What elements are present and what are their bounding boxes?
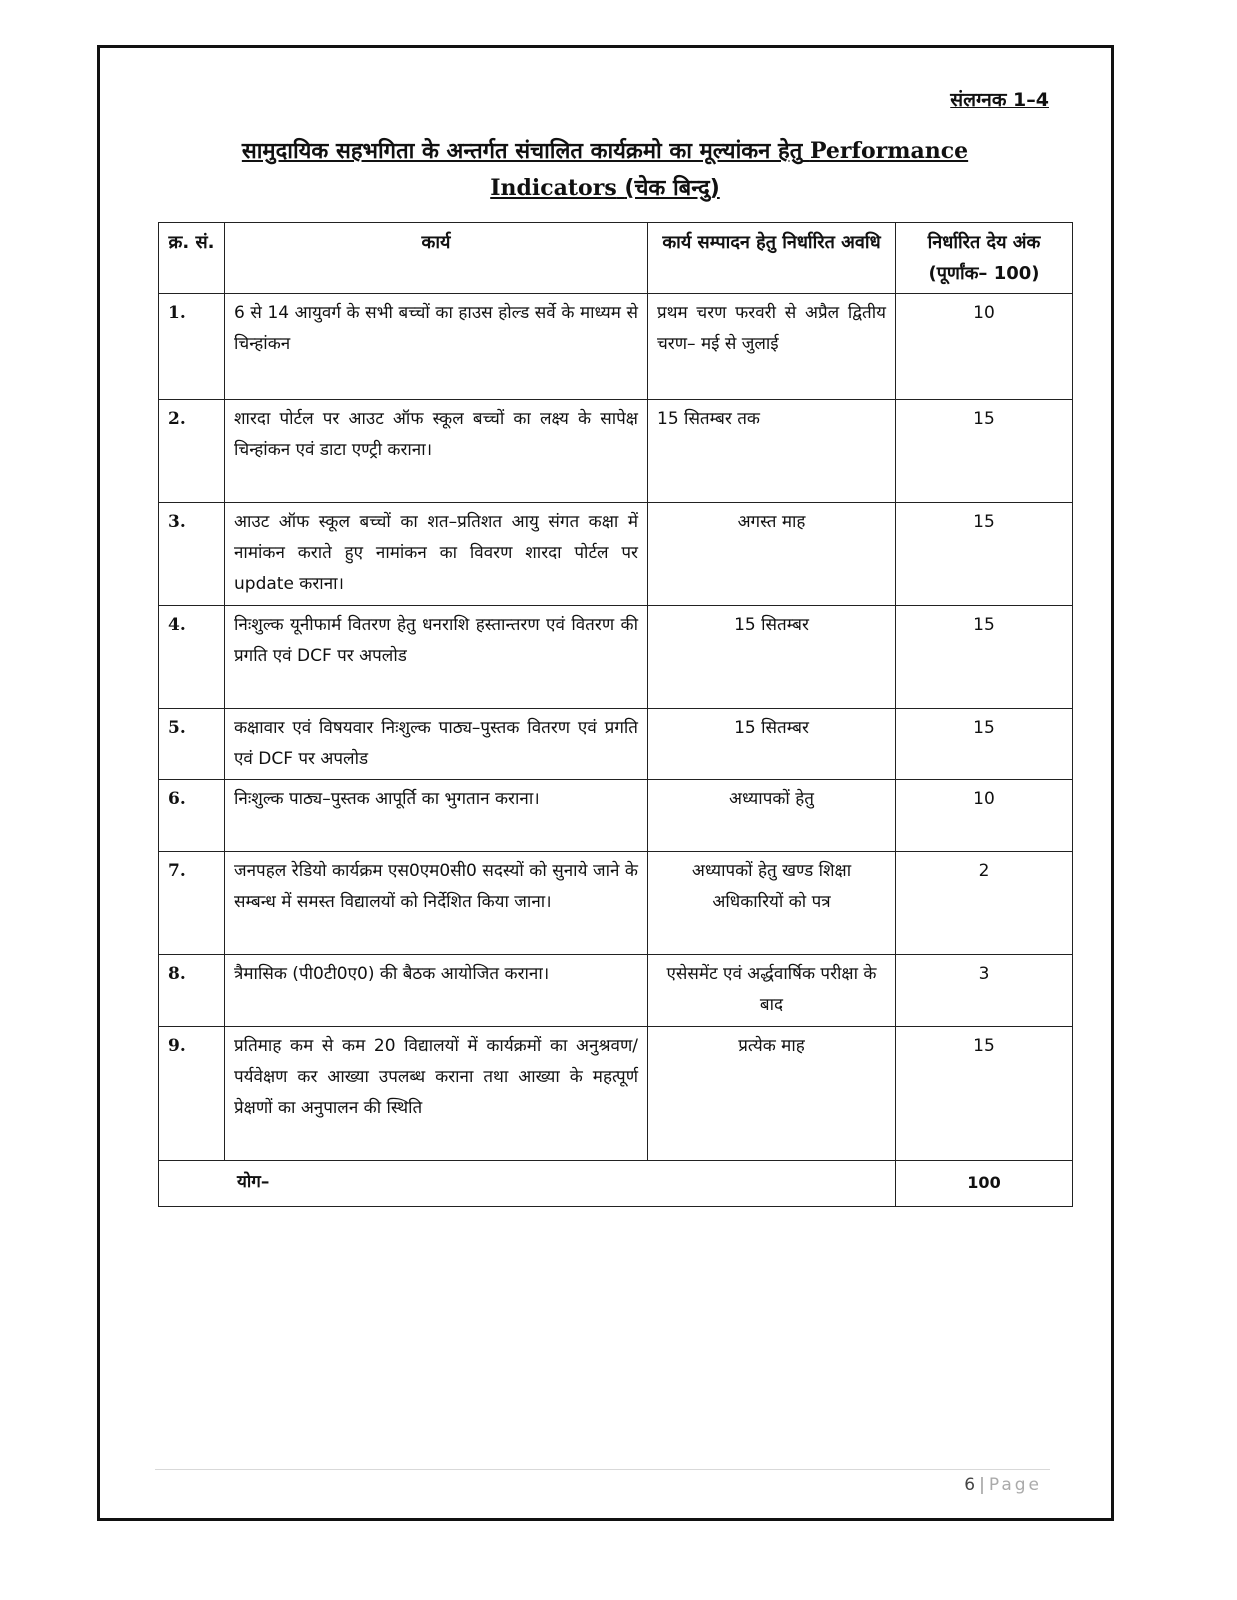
table-row [159, 606, 1073, 709]
row-marks: 15 [896, 1027, 1073, 1161]
table-header-row [159, 223, 1073, 294]
header-period: कार्य सम्पादन हेतु निर्धारित अवधि [648, 223, 896, 294]
table-row [159, 955, 1073, 1027]
page-number-value: 6 [964, 1475, 976, 1495]
row-period: प्रत्येक माह [648, 1027, 896, 1161]
total-label: योग– [159, 1161, 896, 1207]
table-row [159, 503, 1073, 606]
row-task: निःशुल्क यूनीफार्म वितरण हेतु धनराशि हस्तान्तरण एवं वितरण की प्रगति एवं DCF पर अपलोड [225, 606, 648, 709]
row-task: कक्षावार एवं विषयवार निःशुल्क पाठ्य–पुस्तक वितरण एवं प्रगति एवं DCF पर अपलोड [225, 709, 648, 780]
row-period: 15 सितम्बर तक [648, 400, 896, 503]
row-marks: 15 [896, 606, 1073, 709]
page-label: Page [988, 1475, 1042, 1495]
row-task: निःशुल्क पाठ्य–पुस्तक आपूर्ति का भुगतान कराना। [225, 780, 648, 852]
indicators-table [158, 222, 1073, 1207]
row-task: 6 से 14 आयुवर्ग के सभी बच्चों का हाउस होल्ड सर्वे के माध्यम से चिन्हांकन [225, 294, 648, 400]
row-sn: 2. [159, 400, 225, 503]
row-period: अध्यापकों हेतु [648, 780, 896, 852]
row-marks: 10 [896, 294, 1073, 400]
table-row [159, 780, 1073, 852]
table-row [159, 709, 1073, 780]
row-marks: 10 [896, 780, 1073, 852]
header-sn: क्र. सं. [159, 223, 225, 294]
row-task: प्रतिमाह कम से कम 20 विद्यालयों में कार्यक्रमों का अनुश्रवण/पर्यवेक्षण कर आख्या उपलब्ध कराना तथा आख्या के महत्पूर्ण प्रेक्षणों का अनुपालन की स्थिति [225, 1027, 648, 1161]
header-marks: निर्धारित देय अंक (पूर्णांक– 100) [896, 223, 1073, 294]
annexure-label: संलग्नक 1–4 [950, 89, 1049, 111]
title-indicators: Indicators [490, 175, 617, 201]
table-row [159, 294, 1073, 400]
row-sn: 8. [159, 955, 225, 1027]
table-row [159, 1027, 1073, 1161]
total-value: 100 [896, 1161, 1073, 1207]
row-period: 15 सितम्बर [648, 709, 896, 780]
row-sn: 5. [159, 709, 225, 780]
row-sn: 9. [159, 1027, 225, 1161]
row-task: आउट ऑफ स्कूल बच्चों का शत–प्रतिशत आयु संगत कक्षा में नामांकन कराते हुए नामांकन का विवरण शारदा पोर्टल पर update कराना। [225, 503, 648, 606]
header-task: कार्य [225, 223, 648, 294]
title-hindi: सामुदायिक सहभगिता के अन्तर्गत संचालित कार्यक्रमो का मूल्यांकन हेतु [241, 139, 803, 164]
page-number [964, 1475, 1042, 1495]
footer-divider [155, 1469, 1050, 1470]
row-period: 15 सितम्बर [648, 606, 896, 709]
row-task: शारदा पोर्टल पर आउट ऑफ स्कूल बच्चों का लक्ष्य के सापेक्ष चिन्हांकन एवं डाटा एण्ट्री कराना। [225, 400, 648, 503]
table-row [159, 400, 1073, 503]
row-marks: 2 [896, 852, 1073, 955]
row-sn: 7. [159, 852, 225, 955]
row-task: त्रैमासिक (पी0टी0ए0) की बैठक आयोजित कराना। [225, 955, 648, 1027]
row-period: प्रथम चरण फरवरी से अप्रैल द्वितीय चरण– मई से जुलाई [648, 294, 896, 400]
page-separator: | [979, 1475, 985, 1495]
row-sn: 4. [159, 606, 225, 709]
table-row [159, 852, 1073, 955]
title-check-points: (चेक बिन्दु) [624, 176, 720, 201]
row-task: जनपहल रेडियो कार्यक्रम एस0एम0सी0 सदस्यों को सुनाये जाने के सम्बन्ध में समस्त विद्यालयों को निर्देशित किया जाना। [225, 852, 648, 955]
page-title [160, 133, 1050, 207]
row-period: अगस्त माह [648, 503, 896, 606]
row-marks: 15 [896, 400, 1073, 503]
row-marks: 15 [896, 503, 1073, 606]
row-period: अध्यापकों हेतु खण्ड शिक्षा अधिकारियों को पत्र [648, 852, 896, 955]
row-sn: 1. [159, 294, 225, 400]
title-performance: Performance [809, 138, 969, 164]
row-marks: 15 [896, 709, 1073, 780]
total-row [159, 1161, 1073, 1207]
row-sn: 6. [159, 780, 225, 852]
row-sn: 3. [159, 503, 225, 606]
row-period: एसेसमेंट एवं अर्द्धवार्षिक परीक्षा के बाद [648, 955, 896, 1027]
row-marks: 3 [896, 955, 1073, 1027]
